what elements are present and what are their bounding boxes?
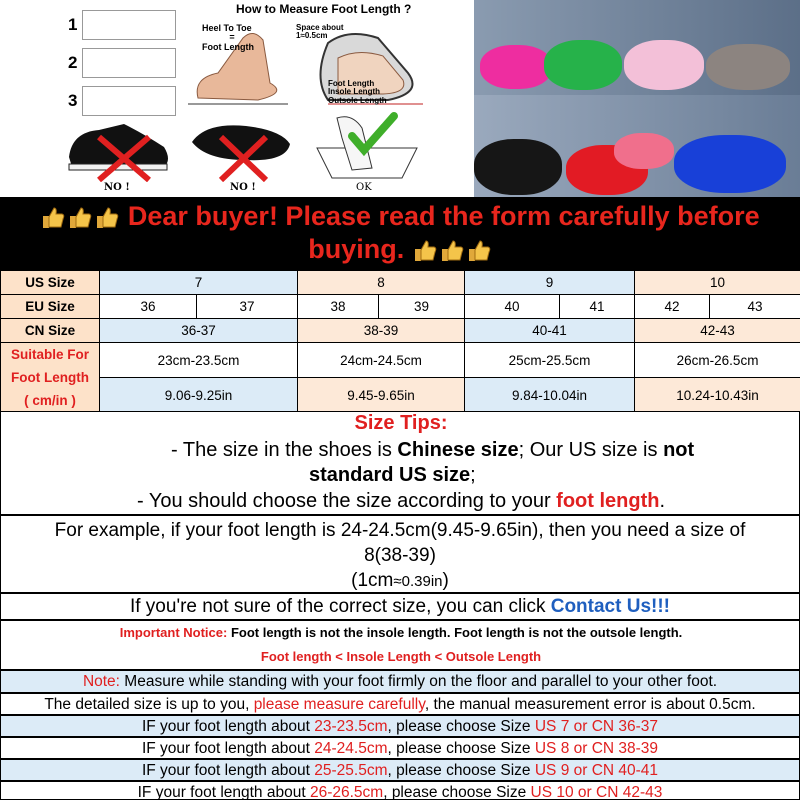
inch-cell: 9.45-9.65in (298, 378, 465, 413)
measure-guide-area (0, 0, 800, 197)
contact-row: If you're not sure of the correct size, you can click Contact Us!!! (0, 593, 800, 620)
size-cell: 38-39 (298, 319, 465, 343)
step-2: 2 (68, 44, 176, 82)
cn-size-label: CN Size (1, 319, 100, 343)
no-label-2: NO ! (230, 182, 256, 193)
rule-row: IF your foot length about 23-23.5cm, please choose Size US 7 or CN 36-37 (0, 715, 800, 737)
cm-cell: 25cm-25.5cm (465, 343, 635, 378)
tip-line-3: - You should choose the size according to your foot length. (137, 490, 666, 512)
foot-length-in-row (1, 378, 800, 413)
sneaker-wrong-illustration (64, 112, 174, 182)
detail-row: The detailed size is up to you, please measure carefully, the manual measurement error is about 0.5cm. (0, 693, 800, 715)
inch-cell: 9.84-10.04in (465, 378, 635, 413)
black-slipper (474, 139, 562, 195)
product-photo-bottom (474, 95, 800, 197)
foot-length-label: Suitable For Foot Length ( cm/in ) (1, 343, 100, 413)
size-cell: 41 (560, 295, 635, 319)
grey-slipper (706, 44, 790, 90)
size-cell: 38 (298, 295, 379, 319)
cn-size-row (1, 319, 800, 343)
notice-banner (0, 197, 800, 270)
cm-cell: 26cm-26.5cm (635, 343, 800, 378)
correct-measure-illustration (312, 108, 422, 182)
measure-steps (68, 6, 176, 120)
tip-line-2: standard US size; (309, 464, 476, 486)
us-size-label: US Size (1, 271, 100, 295)
thumbs-up-icons-right (412, 238, 492, 264)
banner-line-1: Dear buyer! Please read the form carefully before (0, 197, 800, 233)
size-cell: 40 (465, 295, 560, 319)
no-label-1: NO ! (104, 182, 130, 193)
size-example: For example, if your foot length is 24-24.5cm(9.45-9.65in), then you need a size of 8(38-39) (1cm≈0.39in) (0, 515, 800, 593)
green-slipper (544, 40, 622, 90)
step-1: 1 (68, 6, 176, 44)
rule-row: IF your foot length about 25-25.5cm, please choose Size US 9 or CN 40-41 (0, 759, 800, 781)
important-notice (0, 620, 800, 670)
measure-title: How to Measure Foot Length ? (236, 2, 412, 16)
note-row: Note: Measure while standing with your foot firmly on the floor and parallel to your other foot. (0, 670, 800, 693)
size-cell: 36 (100, 295, 197, 319)
eu-size-label: EU Size (1, 295, 100, 319)
inch-cell: 10.24-10.43in (635, 378, 800, 413)
inch-cell: 9.06-9.25in (100, 378, 298, 413)
product-photo-top (474, 0, 800, 95)
cm-conversion: (1cm≈0.39in) (351, 570, 449, 591)
rule-row: IF your foot length about 26-26.5cm, please choose Size US 10 or CN 42-43 (0, 781, 800, 800)
us-size-row (1, 271, 800, 295)
thumbs-up-icon (466, 238, 492, 264)
cm-cell: 23cm-23.5cm (100, 343, 298, 378)
step-3: 3 (68, 82, 176, 120)
tips-title: Size Tips: (354, 412, 448, 434)
step-2-illustration (82, 48, 176, 78)
size-cell: 40-41 (465, 319, 635, 343)
thumbs-up-icon (67, 205, 93, 231)
space-label: Space about 1≈0.5cm (296, 23, 344, 41)
length-formula: Foot length < Insole Length < Outsole Length (260, 649, 542, 664)
size-cell: 36-37 (100, 319, 298, 343)
light-pink-slipper (624, 40, 704, 90)
coral-slipper (614, 133, 674, 169)
thumbs-up-icon (94, 205, 120, 231)
size-cell: 8 (298, 271, 465, 295)
rule-row: IF your foot length about 24-24.5cm, please choose Size US 8 or CN 38-39 (0, 737, 800, 759)
length-legend: Foot Length Insole Length Outsole Length (328, 79, 387, 105)
thumbs-up-icons-left (40, 205, 120, 231)
pink-slipper (480, 45, 552, 89)
heel-to-toe-label: Heel To Toe = Foot Length (202, 23, 254, 52)
cm-cell: 24cm-24.5cm (298, 343, 465, 378)
size-cell: 37 (197, 295, 298, 319)
tip-line-1: - The size in the shoes is Chinese size; Our US size is not (171, 439, 695, 461)
insole-wrong-illustration (186, 112, 296, 182)
thumbs-up-icon (439, 238, 465, 264)
thumbs-up-icon (412, 238, 438, 264)
size-cell: 7 (100, 271, 298, 295)
foot-length-cm-row (1, 343, 800, 378)
ok-label: OK (356, 182, 372, 193)
banner-line-2: buying. (0, 233, 800, 266)
notice-line: Important Notice: Foot length is not the insole length. Foot length is not the outsole length. (119, 625, 683, 640)
size-cell: 43 (710, 295, 800, 319)
blue-slipper (674, 135, 786, 193)
contact-us-link[interactable]: Contact Us!!! (550, 596, 671, 617)
size-cell: 42-43 (635, 319, 800, 343)
step-1-illustration (82, 10, 176, 40)
thumbs-up-icon (40, 205, 66, 231)
size-cell: 39 (379, 295, 465, 319)
size-chart-table (0, 270, 800, 413)
size-cell: 42 (635, 295, 710, 319)
size-tips (0, 411, 800, 515)
eu-size-row (1, 295, 800, 319)
size-cell: 9 (465, 271, 635, 295)
size-cell: 10 (635, 271, 800, 295)
